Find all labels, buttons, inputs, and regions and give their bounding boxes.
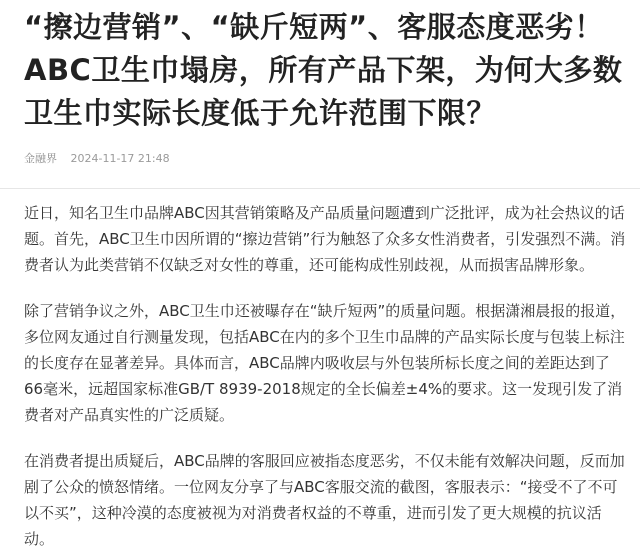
article-timestamp: 2024-11-17 21:48: [70, 152, 170, 165]
article-headline: “擦边营销”、“缺斤短两”、客服态度恶劣！ABC卫生巾塌房，所有产品下架，为何大多数卫生巾实际长度低于允许范围下限？: [24, 10, 623, 130]
article-paragraph: 在消费者提出质疑后，ABC品牌的客服回应被指态度恶劣，不仅未能有效解决问题，反而加剧了公众的愤怒情绪。一位网友分享了与ABC客服交流的截图，客服表示：“接受不了不可以不买”，这种冷漠的态度被视为对消费者权益的不尊重，进而引发了更大规模的抗议活动。: [24, 452, 625, 548]
article-paragraph: 除了营销争议之外，ABC卫生巾还被曝存在“缺斤短两”的质量问题。根据潇湘晨报的报道，多位网友通过自行测量发现，包括ABC在内的多个卫生巾品牌的产品实际长度与包装上标注的长度存在显著差异。具体而言，ABC品牌内吸收层与外包装所标长度之间的差距达到了66毫米，远超国家标准GB/T 8939-2018规定的全长偏差±4%的要求。这一发现引发了消费者对产品真实性的广泛质疑。: [24, 302, 626, 424]
article-source[interactable]: 金融界: [24, 152, 57, 165]
meta-divider: [0, 188, 640, 189]
article-paragraph: 近日，知名卫生巾品牌ABC因其营销策略及产品质量问题遭到广泛批评，成为社会热议的话题。首先，ABC卫生巾因所谓的“擦边营销”行为触怒了众多女性消费者，引发强烈不满。消费者认为此类营销不仅缺乏对女性的尊重，还可能构成性别歧视，从而损害品牌形象。: [24, 204, 626, 274]
article-body: [24, 200, 628, 552]
article-meta: [24, 150, 170, 166]
